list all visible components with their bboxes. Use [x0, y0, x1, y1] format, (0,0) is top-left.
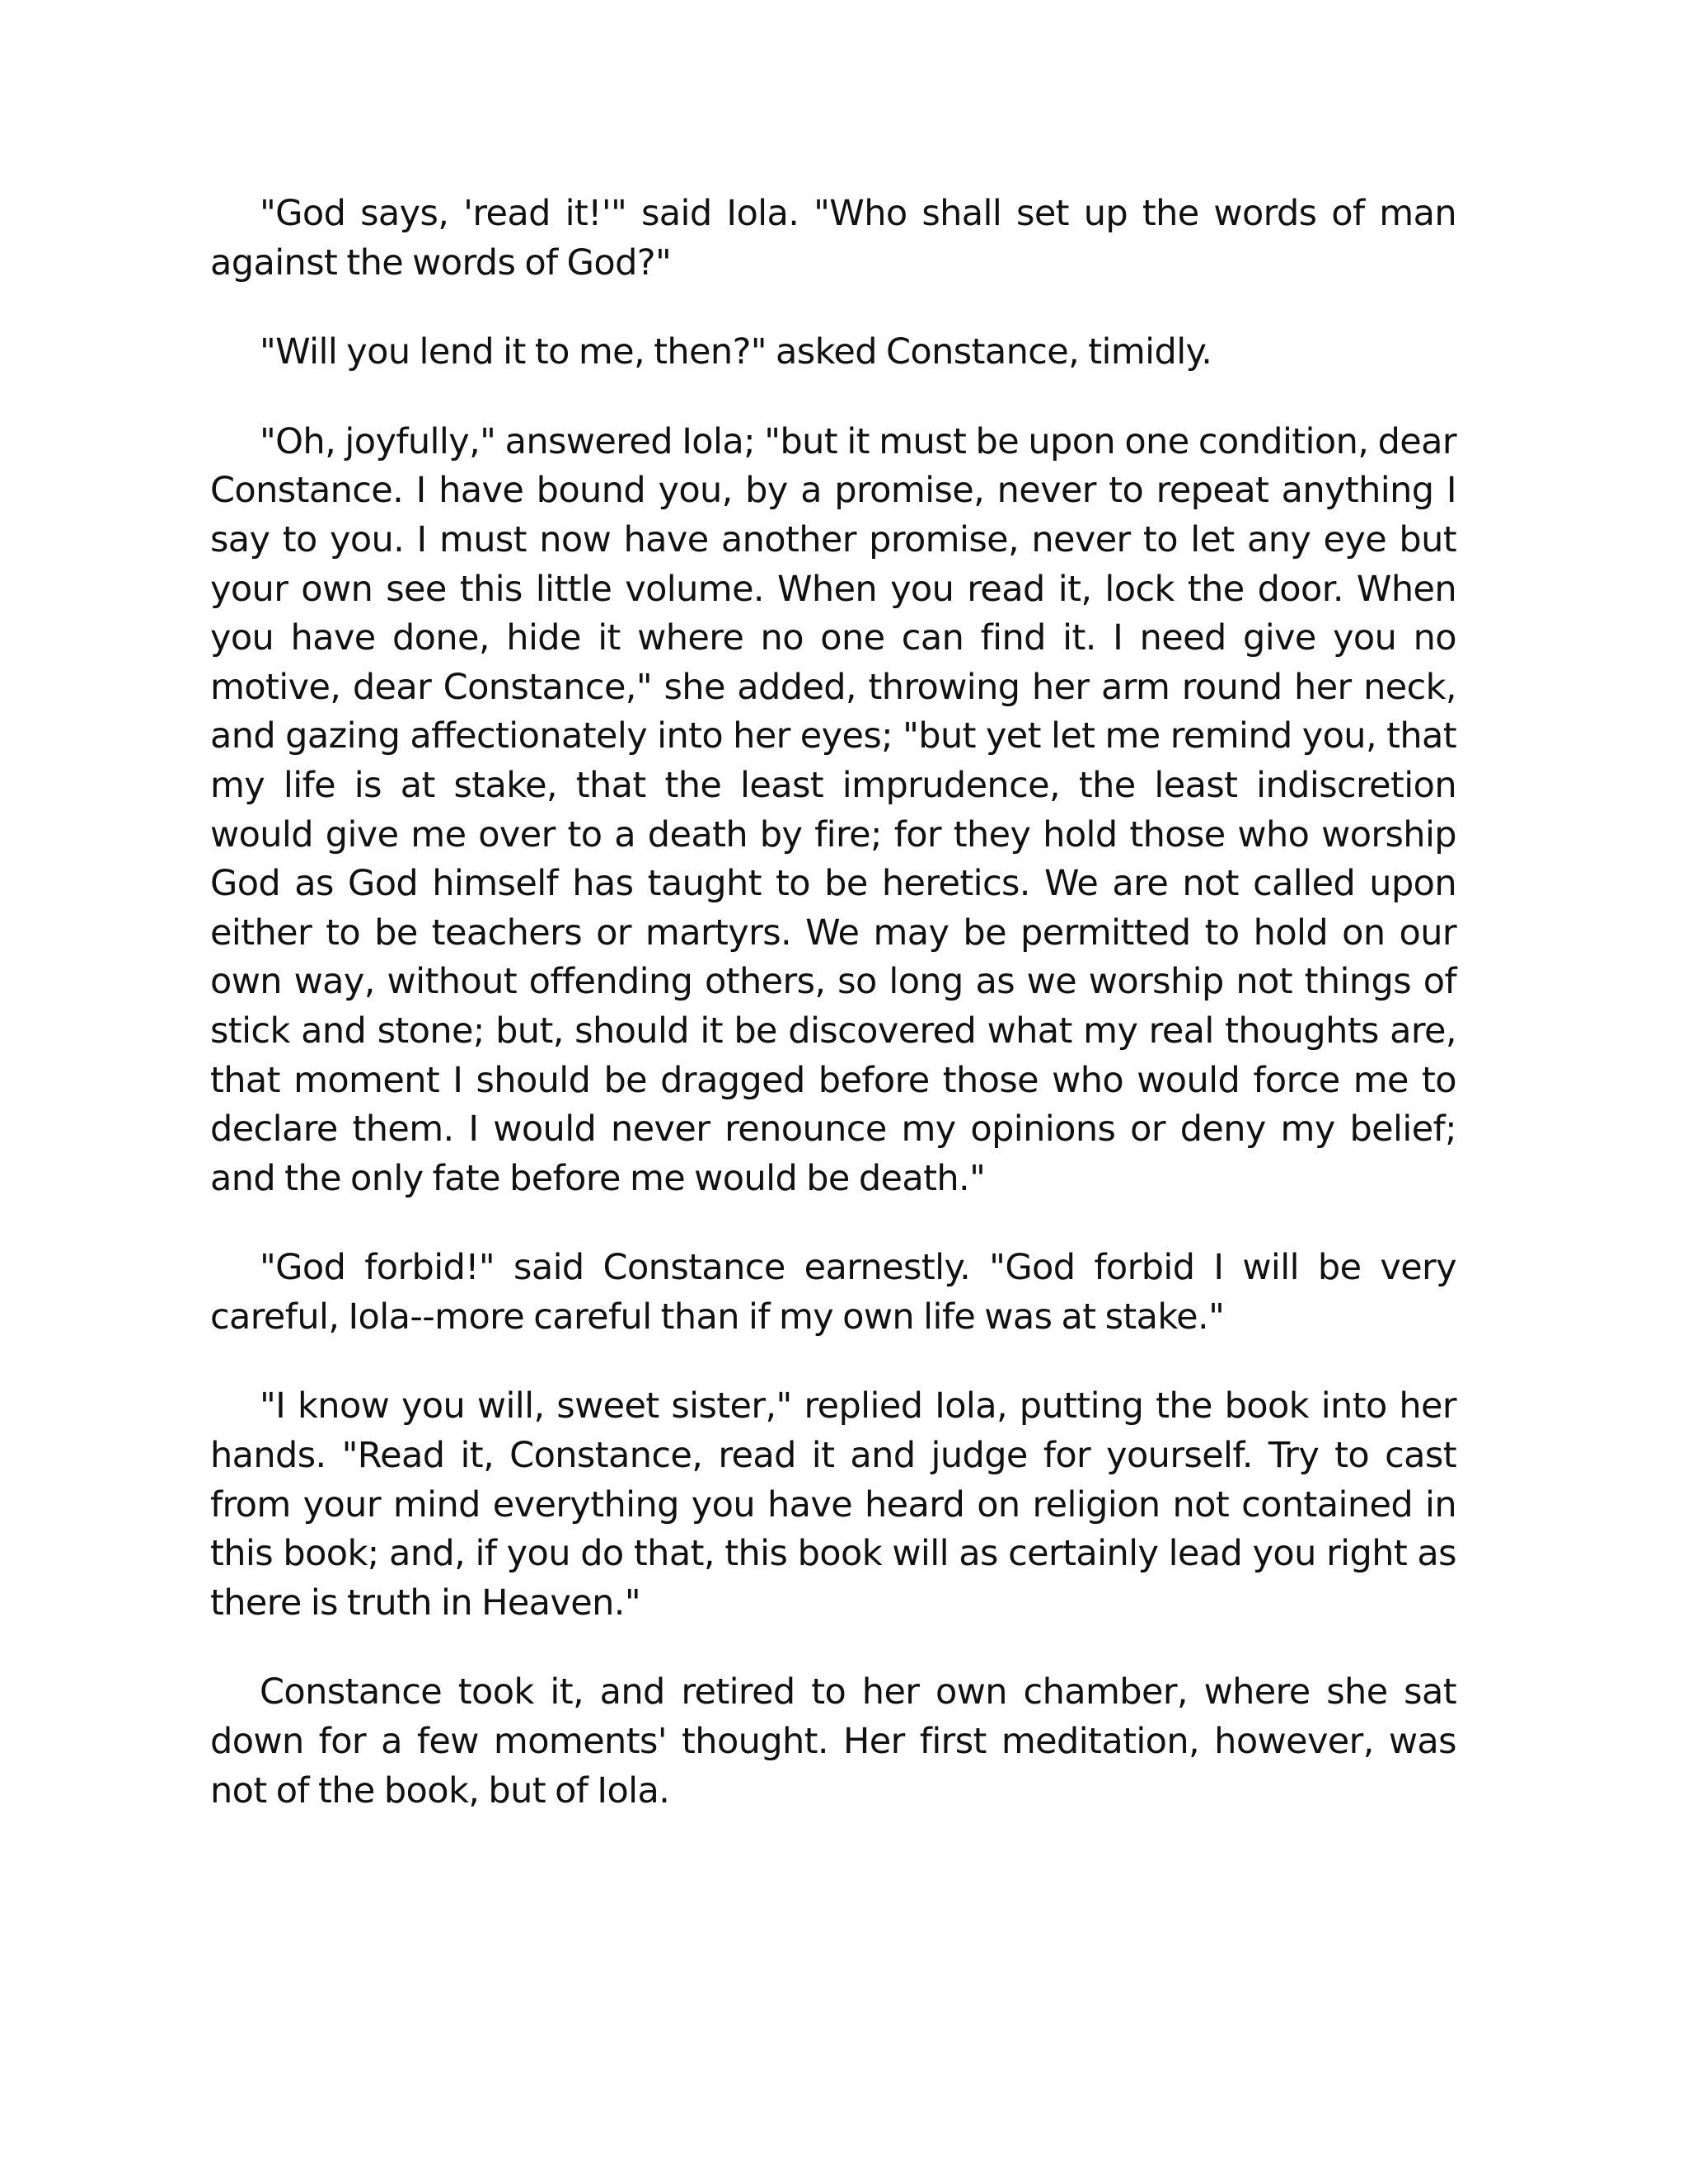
document-page	[210, 190, 1456, 1816]
paragraph: "I know you will, sweet sister," replied Iola, putting the book into her hands. "Read it, Constance, read it and judge for yourself. Try to cast from your mind everything you have heard on religion not contained in this book; and, if you do that, this book will as certainly lead you right as there is truth in Heaven."	[210, 1385, 1456, 1624]
paragraph: "God forbid!" said Constance earnestly. "God forbid I will be very careful, Iola--more careful than if my own life was at stake."	[210, 1247, 1456, 1338]
paragraph: "Will you lend it to me, then?" asked Constance, timidly.	[260, 331, 1212, 373]
paragraph: "God says, 'read it!'" said Iola. "Who shall set up the words of man against the words of God?"	[210, 193, 1456, 284]
paragraph: Constance took it, and retired to her own chamber, where she sat down for a few moments' thought. Her first meditation, however, was not of the book, but of Iola.	[210, 1671, 1456, 1811]
paragraph: "Oh, joyfully," answered Iola; "but it must be upon one condition, dear Constance. I have bound you, by a promise, never to repeat anything I say to you. I must now have another promise, never to let any eye but your own see this little volume. When you read it, lock the door. When you have done, hide it where no one can find it. I need give you no motive, dear Constance," she added, throwing her arm round her neck, and gazing affectionately into her eyes; "but yet let me remind you, that my life is at stake, that the least imprudence, the least indiscretion would give me over to a death by fire; for they hold those who worship God as God himself has taught to be heretics. We are not called upon either to be teachers or martyrs. We may be permitted to hold on our own way, without offending others, so long as we worship not things of stick and stone; but, should it be discovered what my real thoughts are, that moment I should be dragged before those who would force me to declare them. I would never renounce my opinions or deny my belief; and the only fate before me would be death."	[210, 420, 1456, 1199]
